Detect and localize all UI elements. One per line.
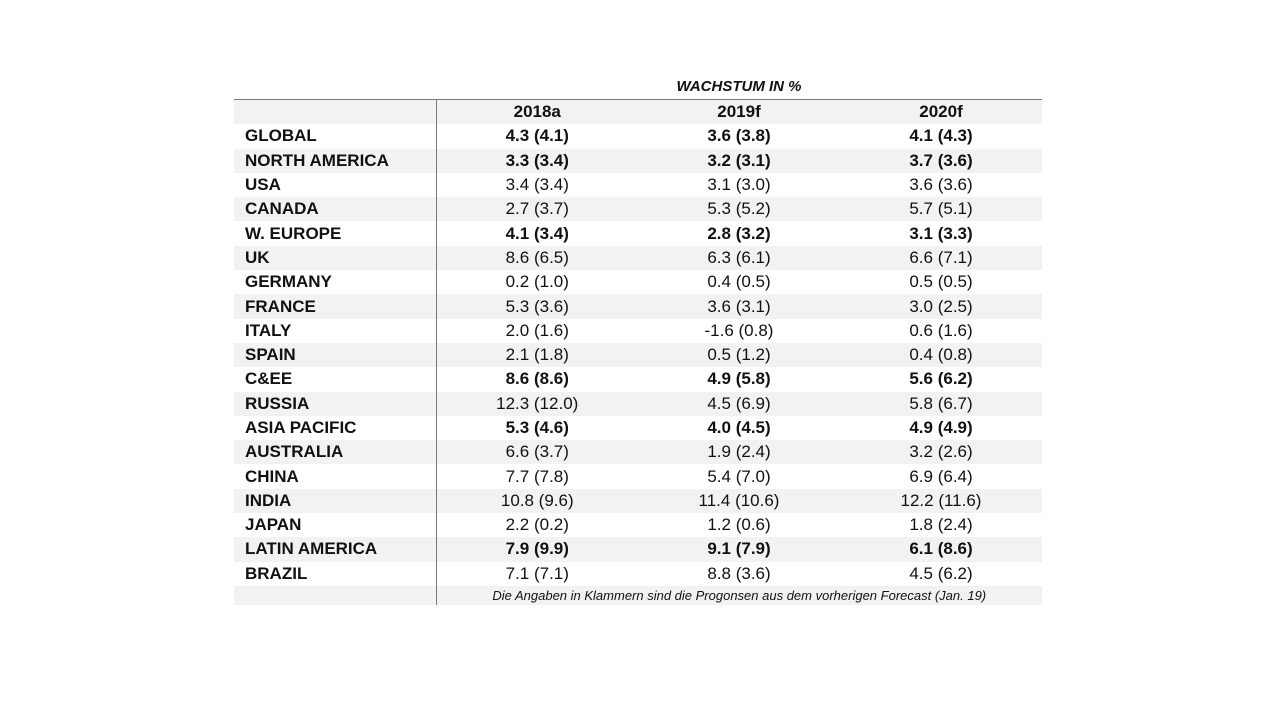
row-label: GLOBAL <box>234 124 436 148</box>
row-label: BRAZIL <box>234 562 436 586</box>
growth-table <box>234 100 1042 605</box>
value-cell-2019f: 3.1 (3.0) <box>707 175 771 195</box>
column-header-2020f: 2020f <box>840 100 1042 124</box>
row-label: RUSSIA <box>234 392 436 416</box>
value-cell-2018a: 4.1 (3.4) <box>505 223 569 243</box>
header-row <box>234 100 1042 124</box>
table-row <box>234 246 1042 270</box>
value-cell-2020f: 0.5 (0.5) <box>909 272 973 292</box>
value-cell-2020f: 4.9 (4.9) <box>909 418 973 437</box>
value-cell-2019f: 8.8 (3.6) <box>707 563 771 583</box>
value-cell-2019f: 6.3 (6.1) <box>638 246 840 270</box>
value-cell-2018a: 5.3 (3.6) <box>436 294 638 318</box>
value-cell-2018a: 6.6 (3.7) <box>436 440 638 464</box>
value-cell-2018a: 2.1 (1.8) <box>436 343 638 367</box>
table-body <box>234 124 1042 586</box>
value-cell-2018a: 7.9 (9.9) <box>436 537 638 561</box>
row-label: CANADA <box>234 197 436 221</box>
table-row <box>234 464 1042 488</box>
value-cell-2019f: 2.8 (3.2) <box>707 223 771 243</box>
value-cell-2020f: 12.2 (11.6) <box>840 489 1042 513</box>
value-cell-2020f: 5.7 (5.1) <box>840 197 1042 221</box>
value-cell-2018a: 8.6 (8.6) <box>505 369 569 389</box>
table-row <box>234 319 1042 343</box>
table-row <box>234 149 1042 173</box>
row-label: ASIA PACIFIC <box>234 416 436 440</box>
value-cell-2020f: 0.4 (0.8) <box>840 343 1042 367</box>
value-cell-2020f: 1.8 (2.4) <box>909 515 973 535</box>
value-cell-2020f: 3.1 (3.3) <box>909 223 973 243</box>
value-cell-2018a: 5.3 (4.6) <box>505 418 569 437</box>
value-cell-2018a: 7.7 (7.8) <box>505 466 569 486</box>
row-label: GERMANY <box>234 270 436 294</box>
value-cell-2018a: 10.8 (9.6) <box>436 489 638 513</box>
value-cell-2018a: 0.2 (1.0) <box>505 272 569 292</box>
row-label: INDIA <box>234 489 436 513</box>
value-cell-2018a: 2.2 (0.2) <box>505 515 569 535</box>
table-row <box>234 294 1042 318</box>
footnote-row <box>234 586 1042 605</box>
value-cell-2018a: 3.3 (3.4) <box>436 149 638 173</box>
table-row <box>234 197 1042 221</box>
value-cell-2020f: 3.6 (3.6) <box>909 175 973 195</box>
table-row <box>234 440 1042 464</box>
row-label: JAPAN <box>234 513 436 537</box>
growth-table-container <box>234 76 1042 605</box>
value-cell-2018a: 7.1 (7.1) <box>505 563 569 583</box>
row-label: C&EE <box>234 367 436 391</box>
table-row <box>234 343 1042 367</box>
value-cell-2020f: 6.1 (8.6) <box>840 537 1042 561</box>
footnote-blank-cell <box>234 586 436 605</box>
table-row <box>234 221 1042 245</box>
value-cell-2020f: 5.8 (6.7) <box>840 392 1042 416</box>
value-cell-2018a: 2.0 (1.6) <box>505 320 569 340</box>
table-row <box>234 416 1042 440</box>
row-label: AUSTRALIA <box>234 440 436 464</box>
table-caption-text: WACHSTUM IN % <box>676 78 802 95</box>
value-cell-2019f: 3.2 (3.1) <box>638 149 840 173</box>
value-cell-2020f: 3.0 (2.5) <box>840 294 1042 318</box>
row-label: UK <box>234 246 436 270</box>
value-cell-2018a: 12.3 (12.0) <box>436 392 638 416</box>
value-cell-2020f: 0.6 (1.6) <box>909 320 973 340</box>
value-cell-2020f: 6.6 (7.1) <box>840 246 1042 270</box>
column-header-2019f: 2019f <box>638 100 840 124</box>
row-label: W. EUROPE <box>234 221 436 245</box>
value-cell-2020f: 4.5 (6.2) <box>909 563 973 583</box>
value-cell-2018a: 2.7 (3.7) <box>436 197 638 221</box>
row-label: CHINA <box>234 464 436 488</box>
value-cell-2019f: 1.9 (2.4) <box>638 440 840 464</box>
value-cell-2020f: 6.9 (6.4) <box>909 466 973 486</box>
value-cell-2019f: -1.6 (0.8) <box>704 320 774 340</box>
value-cell-2019f: 0.5 (1.2) <box>638 343 840 367</box>
header-blank-cell <box>234 100 436 124</box>
table-row <box>234 270 1042 294</box>
value-cell-2020f: 4.1 (4.3) <box>909 126 973 146</box>
footnote-text: Die Angaben in Klammern sind die Progonsen aus dem vorherigen Forecast (Jan. 19) <box>436 586 1042 605</box>
table-row <box>234 173 1042 197</box>
value-cell-2020f: 5.6 (6.2) <box>909 369 973 389</box>
value-cell-2018a: 4.3 (4.1) <box>505 126 569 146</box>
value-cell-2018a: 8.6 (6.5) <box>436 246 638 270</box>
row-label: NORTH AMERICA <box>234 149 436 173</box>
value-cell-2019f: 4.5 (6.9) <box>638 392 840 416</box>
value-cell-2019f: 11.4 (10.6) <box>638 489 840 513</box>
table-caption <box>234 76 1042 100</box>
value-cell-2020f: 3.2 (2.6) <box>840 440 1042 464</box>
table-row <box>234 124 1042 148</box>
row-label: ITALY <box>234 319 436 343</box>
row-label: FRANCE <box>234 294 436 318</box>
value-cell-2019f: 3.6 (3.1) <box>638 294 840 318</box>
column-header-2018a: 2018a <box>436 100 638 124</box>
table-row <box>234 513 1042 537</box>
value-cell-2019f: 5.4 (7.0) <box>707 466 771 486</box>
value-cell-2018a: 3.4 (3.4) <box>505 175 569 195</box>
value-cell-2019f: 0.4 (0.5) <box>707 272 771 292</box>
value-cell-2019f: 3.6 (3.8) <box>707 126 771 146</box>
table-row <box>234 489 1042 513</box>
value-cell-2019f: 5.3 (5.2) <box>638 197 840 221</box>
row-label: SPAIN <box>234 343 436 367</box>
value-cell-2019f: 4.0 (4.5) <box>707 418 771 437</box>
value-cell-2019f: 9.1 (7.9) <box>638 537 840 561</box>
table-row <box>234 392 1042 416</box>
table-row <box>234 367 1042 391</box>
table-row <box>234 537 1042 561</box>
value-cell-2019f: 4.9 (5.8) <box>707 369 771 389</box>
row-label: USA <box>234 173 436 197</box>
row-label: LATIN AMERICA <box>234 537 436 561</box>
value-cell-2020f: 3.7 (3.6) <box>840 149 1042 173</box>
table-row <box>234 562 1042 586</box>
value-cell-2019f: 1.2 (0.6) <box>707 515 771 535</box>
